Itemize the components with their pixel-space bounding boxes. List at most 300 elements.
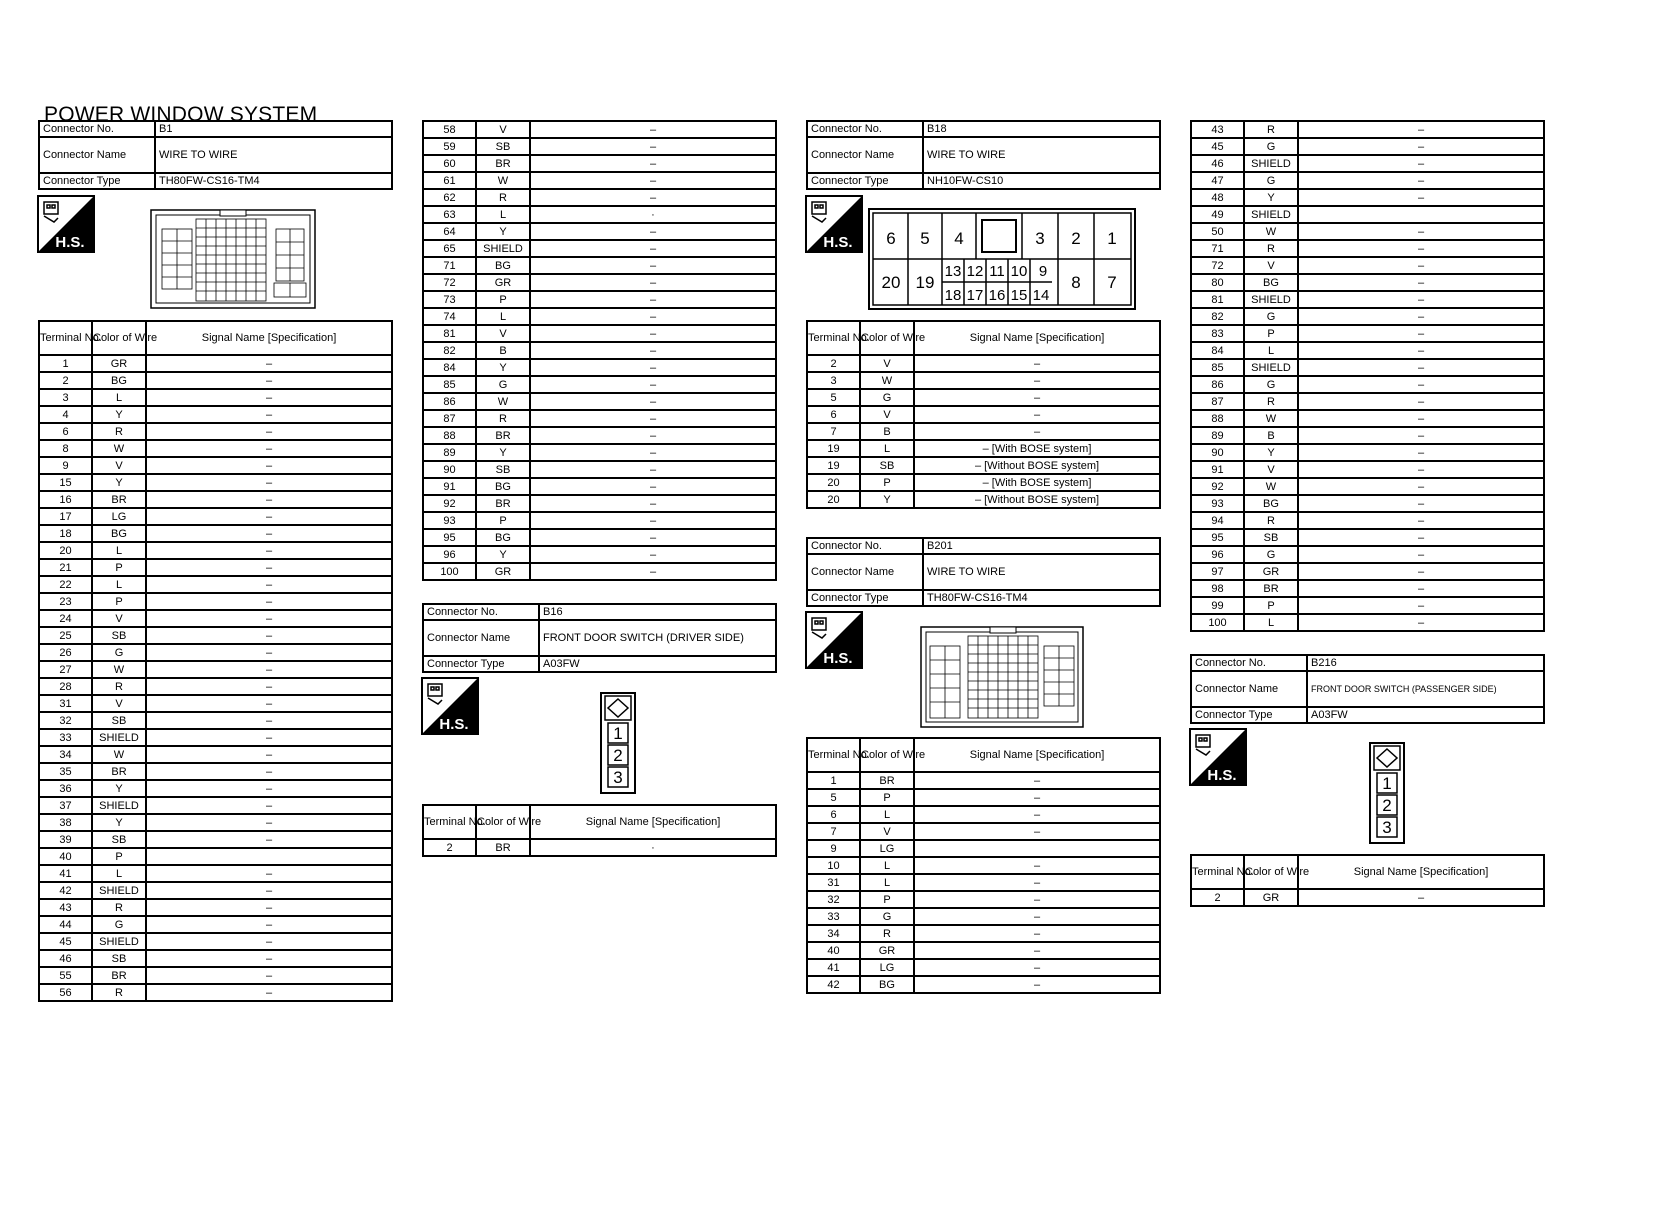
signal-name-cell: –: [146, 610, 392, 627]
terminal-no-cell: 45: [1191, 138, 1244, 155]
signal-name-cell: –: [530, 138, 776, 155]
terminal-no-cell: 33: [807, 908, 860, 925]
signal-name-cell: –: [146, 406, 392, 423]
table-row: [807, 874, 1160, 891]
pin-label: 10: [1010, 263, 1028, 280]
table-row: [423, 189, 776, 206]
signal-name-cell: –: [146, 627, 392, 644]
terminal-no-cell: 39: [39, 831, 92, 848]
signal-name-cell: –: [914, 355, 1160, 372]
terminal-no-cell: 43: [39, 899, 92, 916]
signal-name-cell: –: [1298, 427, 1544, 444]
signal-name-cell: – [With BOSE system]: [914, 474, 1160, 491]
signal-name-cell: –: [1298, 889, 1544, 906]
pin-label: 2: [1382, 796, 1392, 815]
wire-color-cell: R: [1244, 393, 1298, 410]
terminal-no-cell: 92: [1191, 478, 1244, 495]
page-title: POWER WINDOW SYSTEM: [44, 103, 318, 126]
terminal-no-cell: 19: [807, 457, 860, 474]
terminal-no-cell: 94: [1191, 512, 1244, 529]
terminal-no-cell: 9: [39, 457, 92, 474]
signal-name-header: Signal Name [Specification]: [530, 805, 776, 839]
connector-no-label: Connector No.: [1191, 655, 1307, 671]
terminal-no-cell: 4: [39, 406, 92, 423]
signal-name-cell: –: [530, 342, 776, 359]
signal-name-cell: –: [1298, 461, 1544, 478]
signal-name-cell: –: [146, 372, 392, 389]
terminal-no-cell: 80: [1191, 274, 1244, 291]
pin-label: 14: [1032, 287, 1050, 304]
wire-color-cell: L: [1244, 342, 1298, 359]
terminal-no-cell: 6: [807, 806, 860, 823]
wire-color-cell: R: [92, 678, 146, 695]
table-row: [1191, 155, 1544, 172]
table-row: [39, 610, 392, 627]
wire-color-cell: BG: [1244, 274, 1298, 291]
terminal-no-cell: 83: [1191, 325, 1244, 342]
terminal-no-cell: 2: [1191, 889, 1244, 906]
table-row: [1191, 274, 1544, 291]
terminal-no-cell: 82: [423, 342, 476, 359]
table-row: [423, 155, 776, 172]
terminal-no-cell: 1: [807, 772, 860, 789]
terminal-no-cell: 41: [39, 865, 92, 882]
pin-label: 7: [1107, 273, 1117, 292]
pin-label: 3: [613, 768, 623, 787]
connector-name-label: Connector Name: [807, 137, 923, 173]
terminal-no-cell: 87: [423, 410, 476, 427]
terminal-no-cell: 89: [423, 444, 476, 461]
wire-color-cell: Y: [92, 474, 146, 491]
table-row: [39, 814, 392, 831]
terminal-no-cell: 18: [39, 525, 92, 542]
wire-color-cell: SB: [476, 138, 530, 155]
wire-color-cell: V: [860, 823, 914, 840]
terminal-no-cell: 100: [423, 563, 476, 580]
signal-name-cell: –: [530, 359, 776, 376]
table-row: [39, 984, 392, 1001]
signal-name-cell: –: [914, 389, 1160, 406]
table-row: [423, 342, 776, 359]
terminal-no-cell: 8: [39, 440, 92, 457]
pin-label: 9: [1038, 263, 1048, 280]
signal-name-cell: –: [1298, 359, 1544, 376]
terminal-no-cell: 46: [1191, 155, 1244, 172]
table-row: [1191, 410, 1544, 427]
hs-label: H.S.: [823, 234, 853, 251]
table-row: [807, 355, 1160, 372]
table-row: [39, 576, 392, 593]
wire-color-cell: V: [860, 355, 914, 372]
table-row: [1191, 614, 1544, 631]
signal-name-cell: –: [1298, 512, 1544, 529]
wire-color-cell: B: [1244, 427, 1298, 444]
signal-name-cell: –: [530, 461, 776, 478]
pin-label: 3: [1035, 229, 1045, 248]
signal-name-cell: –: [146, 882, 392, 899]
terminal-no-cell: 50: [1191, 223, 1244, 240]
table-row: [423, 495, 776, 512]
wire-color-cell: G: [92, 916, 146, 933]
signal-name-cell: –: [530, 223, 776, 240]
signal-name-cell: –: [1298, 478, 1544, 495]
wire-color-cell: L: [92, 865, 146, 882]
terminal-no-cell: 42: [807, 976, 860, 993]
wire-color-cell: W: [476, 393, 530, 410]
hs-harness-icon: [806, 196, 862, 252]
signal-name-cell: –: [1298, 223, 1544, 240]
terminal-no-cell: 84: [1191, 342, 1244, 359]
terminal-no-cell: 91: [1191, 461, 1244, 478]
signal-name-cell: –: [1298, 138, 1544, 155]
terminal-no-cell: 44: [39, 916, 92, 933]
terminal-no-cell: 20: [807, 474, 860, 491]
signal-name-cell: –: [146, 457, 392, 474]
signal-name-header: Signal Name [Specification]: [1298, 855, 1544, 889]
signal-name-cell: –: [146, 508, 392, 525]
table-row: [807, 891, 1160, 908]
wire-color-cell: SHIELD: [92, 797, 146, 814]
signal-name-cell: –: [146, 559, 392, 576]
pin-label: 3: [1382, 818, 1392, 837]
terminal-no-cell: 23: [39, 593, 92, 610]
connector-no-label: Connector No.: [807, 121, 923, 137]
wire-color-cell: BR: [476, 155, 530, 172]
pin-label: 2: [613, 746, 623, 765]
wire-color-cell: G: [1244, 172, 1298, 189]
table-row: [39, 627, 392, 644]
pin-label: 18: [944, 287, 962, 304]
wire-color-cell: Y: [476, 444, 530, 461]
signal-name-cell: –: [146, 695, 392, 712]
connector-type-value: A03FW: [539, 656, 776, 672]
wire-color-cell: P: [1244, 597, 1298, 614]
pin-label: 15: [1010, 287, 1028, 304]
wire-color-cell: R: [476, 189, 530, 206]
terminal-no-header: Terminal No.: [807, 321, 860, 355]
table-row: [1191, 206, 1544, 223]
terminal-no-cell: 33: [39, 729, 92, 746]
table-row: [1191, 257, 1544, 274]
terminal-no-cell: 62: [423, 189, 476, 206]
table-row: [39, 508, 392, 525]
terminal-no-cell: 93: [1191, 495, 1244, 512]
terminal-no-cell: 5: [807, 389, 860, 406]
signal-name-cell: –: [530, 410, 776, 427]
signal-name-cell: –: [530, 274, 776, 291]
wire-color-cell: Y: [860, 491, 914, 508]
b16-terminal-table: [422, 804, 777, 857]
wire-color-cell: BG: [92, 525, 146, 542]
wire-color-cell: SHIELD: [92, 882, 146, 899]
signal-name-cell: –: [1298, 155, 1544, 172]
terminal-no-cell: 32: [39, 712, 92, 729]
table-row: [1191, 342, 1544, 359]
signal-name-cell: –: [530, 189, 776, 206]
terminal-no-cell: 10: [807, 857, 860, 874]
table-row: [39, 967, 392, 984]
color-of-wire-header: Color of Wire: [476, 805, 530, 839]
signal-name-cell: – [With BOSE system]: [914, 440, 1160, 457]
connector-type-label: Connector Type: [39, 173, 155, 189]
wire-color-cell: SHIELD: [1244, 291, 1298, 308]
table-row: [39, 763, 392, 780]
table-row: [39, 440, 392, 457]
terminal-no-cell: 88: [423, 427, 476, 444]
terminal-no-cell: 63: [423, 206, 476, 223]
wire-color-cell: LG: [860, 959, 914, 976]
wire-color-cell: Y: [476, 546, 530, 563]
b18-terminal-table: [806, 320, 1161, 509]
signal-name-cell: –: [1298, 376, 1544, 393]
wire-color-cell: BR: [476, 427, 530, 444]
b1-terminal-table: [38, 320, 393, 1002]
hs-harness-icon: [806, 612, 862, 668]
wire-color-cell: SB: [860, 457, 914, 474]
wire-color-cell: W: [860, 372, 914, 389]
pin-label: 12: [966, 263, 984, 280]
signal-name-cell: –: [1298, 495, 1544, 512]
terminal-no-cell: 88: [1191, 410, 1244, 427]
signal-name-cell: –: [914, 406, 1160, 423]
table-row: [39, 406, 392, 423]
terminal-no-cell: 48: [1191, 189, 1244, 206]
terminal-no-cell: 45: [39, 933, 92, 950]
table-row: [423, 308, 776, 325]
connector-type-label: Connector Type: [423, 656, 539, 672]
color-of-wire-header: Color of Wire: [860, 321, 914, 355]
wire-color-cell: L: [92, 389, 146, 406]
pin-label: 1: [613, 724, 623, 743]
signal-name-cell: –: [914, 959, 1160, 976]
signal-name-cell: –: [146, 933, 392, 950]
wire-color-cell: G: [860, 389, 914, 406]
wire-color-cell: Y: [1244, 189, 1298, 206]
terminal-no-cell: 16: [39, 491, 92, 508]
connector-name-value: WIRE TO WIRE: [923, 137, 1160, 173]
table-row: [1191, 461, 1544, 478]
signal-name-cell: –: [530, 546, 776, 563]
signal-name-cell: –: [146, 950, 392, 967]
wire-color-cell: R: [860, 925, 914, 942]
table-row: [1191, 308, 1544, 325]
terminal-no-cell: 96: [423, 546, 476, 563]
table-row: [39, 899, 392, 916]
terminal-no-cell: 72: [423, 274, 476, 291]
terminal-no-cell: 37: [39, 797, 92, 814]
signal-name-cell: –: [1298, 597, 1544, 614]
wire-color-cell: GR: [92, 355, 146, 372]
wire-color-cell: Y: [476, 359, 530, 376]
signal-name-cell: –: [914, 789, 1160, 806]
connector-hand-icon: [812, 618, 826, 638]
table-row: [1191, 529, 1544, 546]
signal-name-cell: – [Without BOSE system]: [914, 491, 1160, 508]
terminal-no-cell: 87: [1191, 393, 1244, 410]
wire-color-cell: W: [92, 746, 146, 763]
table-row: [807, 806, 1160, 823]
terminal-no-cell: 58: [423, 121, 476, 138]
wire-color-cell: G: [860, 908, 914, 925]
pin-label: 1: [1107, 229, 1117, 248]
wire-color-cell: P: [476, 512, 530, 529]
wire-color-cell: R: [1244, 121, 1298, 138]
connector-name-value: WIRE TO WIRE: [923, 554, 1160, 590]
signal-name-cell: –: [1298, 342, 1544, 359]
signal-name-cell: –: [530, 121, 776, 138]
terminal-no-cell: 85: [1191, 359, 1244, 376]
wire-color-cell: BG: [860, 976, 914, 993]
signal-name-cell: –: [914, 891, 1160, 908]
wire-color-cell: BG: [476, 529, 530, 546]
terminal-no-cell: 46: [39, 950, 92, 967]
table-row: [1191, 138, 1544, 155]
terminal-no-cell: 6: [807, 406, 860, 423]
terminal-no-cell: 6: [39, 423, 92, 440]
wire-color-cell: G: [1244, 308, 1298, 325]
connector-name-label: Connector Name: [807, 554, 923, 590]
terminal-no-cell: 32: [807, 891, 860, 908]
signal-name-cell: ·: [530, 839, 776, 856]
connector-type-label: Connector Type: [1191, 707, 1307, 723]
table-row: [807, 840, 1160, 857]
table-row: [423, 121, 776, 138]
connector-type-value: NH10FW-CS10: [923, 173, 1160, 189]
signal-name-cell: [146, 848, 392, 865]
wire-color-cell: BR: [860, 772, 914, 789]
hs-harness-icon: [422, 678, 478, 734]
wire-color-cell: V: [92, 695, 146, 712]
pin-label: 2: [1071, 229, 1081, 248]
wire-color-cell: V: [92, 457, 146, 474]
wire-color-cell: G: [1244, 546, 1298, 563]
terminal-no-cell: 86: [423, 393, 476, 410]
signal-name-cell: –: [914, 372, 1160, 389]
wire-color-cell: B: [476, 342, 530, 359]
wire-color-cell: L: [476, 206, 530, 223]
b1-terminal-table-continued: [422, 120, 777, 581]
table-row: [1191, 580, 1544, 597]
table-row: [423, 478, 776, 495]
wire-color-cell: BG: [92, 372, 146, 389]
wire-color-cell: R: [92, 984, 146, 1001]
signal-name-cell: –: [146, 967, 392, 984]
wire-color-cell: BR: [92, 967, 146, 984]
signal-name-cell: –: [1298, 614, 1544, 631]
signal-name-cell: –: [1298, 189, 1544, 206]
table-row: [1191, 512, 1544, 529]
terminal-no-cell: 24: [39, 610, 92, 627]
table-row: [1191, 240, 1544, 257]
terminal-no-cell: 25: [39, 627, 92, 644]
table-row: [423, 546, 776, 563]
terminal-no-cell: 40: [39, 848, 92, 865]
wire-color-cell: L: [92, 576, 146, 593]
table-row: [39, 525, 392, 542]
signal-name-cell: –: [1298, 291, 1544, 308]
wire-color-cell: L: [476, 308, 530, 325]
wire-color-cell: L: [1244, 614, 1298, 631]
signal-name-cell: –: [146, 984, 392, 1001]
color-of-wire-header: Color of Wire: [1244, 855, 1298, 889]
connector-name-label: Connector Name: [1191, 671, 1307, 707]
table-row: [39, 780, 392, 797]
wire-color-cell: W: [476, 172, 530, 189]
connector-name-label: Connector Name: [423, 620, 539, 656]
wire-color-cell: SHIELD: [92, 933, 146, 950]
signal-name-cell: –: [1298, 257, 1544, 274]
connector-type-value: A03FW: [1307, 707, 1544, 723]
b216-info-table: [1190, 654, 1545, 724]
table-row: [39, 916, 392, 933]
pin-label: 19: [915, 273, 935, 292]
signal-name-cell: –: [1298, 580, 1544, 597]
signal-name-cell: –: [530, 325, 776, 342]
terminal-no-cell: 92: [423, 495, 476, 512]
wire-color-cell: BG: [476, 478, 530, 495]
table-row: [1191, 172, 1544, 189]
color-of-wire-header: Color of Wire: [92, 321, 146, 355]
terminal-no-cell: 31: [39, 695, 92, 712]
connector-hand-icon: [812, 202, 826, 222]
terminal-no-header: Terminal No.: [807, 738, 860, 772]
wire-color-cell: GR: [476, 274, 530, 291]
signal-name-cell: –: [530, 291, 776, 308]
signal-name-cell: –: [530, 444, 776, 461]
table-row: [1191, 189, 1544, 206]
b1-connector-face-diagram: [150, 209, 316, 309]
table-row: [807, 942, 1160, 959]
table-row: [807, 976, 1160, 993]
terminal-no-cell: 26: [39, 644, 92, 661]
signal-name-cell: –: [1298, 325, 1544, 342]
signal-name-cell: –: [914, 925, 1160, 942]
wire-color-cell: P: [92, 848, 146, 865]
b201-connector-face-diagram: [920, 626, 1084, 728]
connector-no-label: Connector No.: [807, 538, 923, 554]
wire-color-cell: GR: [1244, 889, 1298, 906]
table-row: [423, 291, 776, 308]
terminal-no-cell: 3: [39, 389, 92, 406]
signal-name-header: Signal Name [Specification]: [914, 738, 1160, 772]
wire-color-cell: SB: [1244, 529, 1298, 546]
table-row: [39, 389, 392, 406]
b18-info-table: [806, 120, 1161, 190]
wire-color-cell: Y: [92, 406, 146, 423]
terminal-no-cell: 20: [807, 491, 860, 508]
signal-name-cell: –: [914, 857, 1160, 874]
wire-color-cell: R: [92, 899, 146, 916]
terminal-no-cell: 73: [423, 291, 476, 308]
table-row: [1191, 223, 1544, 240]
signal-name-cell: [1298, 206, 1544, 223]
table-row: [807, 772, 1160, 789]
b216-connector-face-diagram: [1369, 742, 1405, 844]
table-row: [423, 444, 776, 461]
signal-name-cell: –: [1298, 172, 1544, 189]
wire-color-cell: L: [860, 806, 914, 823]
b1-info-table: [38, 120, 393, 190]
wire-color-cell: R: [92, 423, 146, 440]
wire-color-cell: SB: [92, 712, 146, 729]
table-row: [423, 461, 776, 478]
signal-name-cell: –: [530, 563, 776, 580]
wire-color-cell: G: [476, 376, 530, 393]
wire-color-cell: G: [1244, 376, 1298, 393]
terminal-no-cell: 27: [39, 661, 92, 678]
signal-name-cell: –: [146, 729, 392, 746]
table-row: [39, 678, 392, 695]
